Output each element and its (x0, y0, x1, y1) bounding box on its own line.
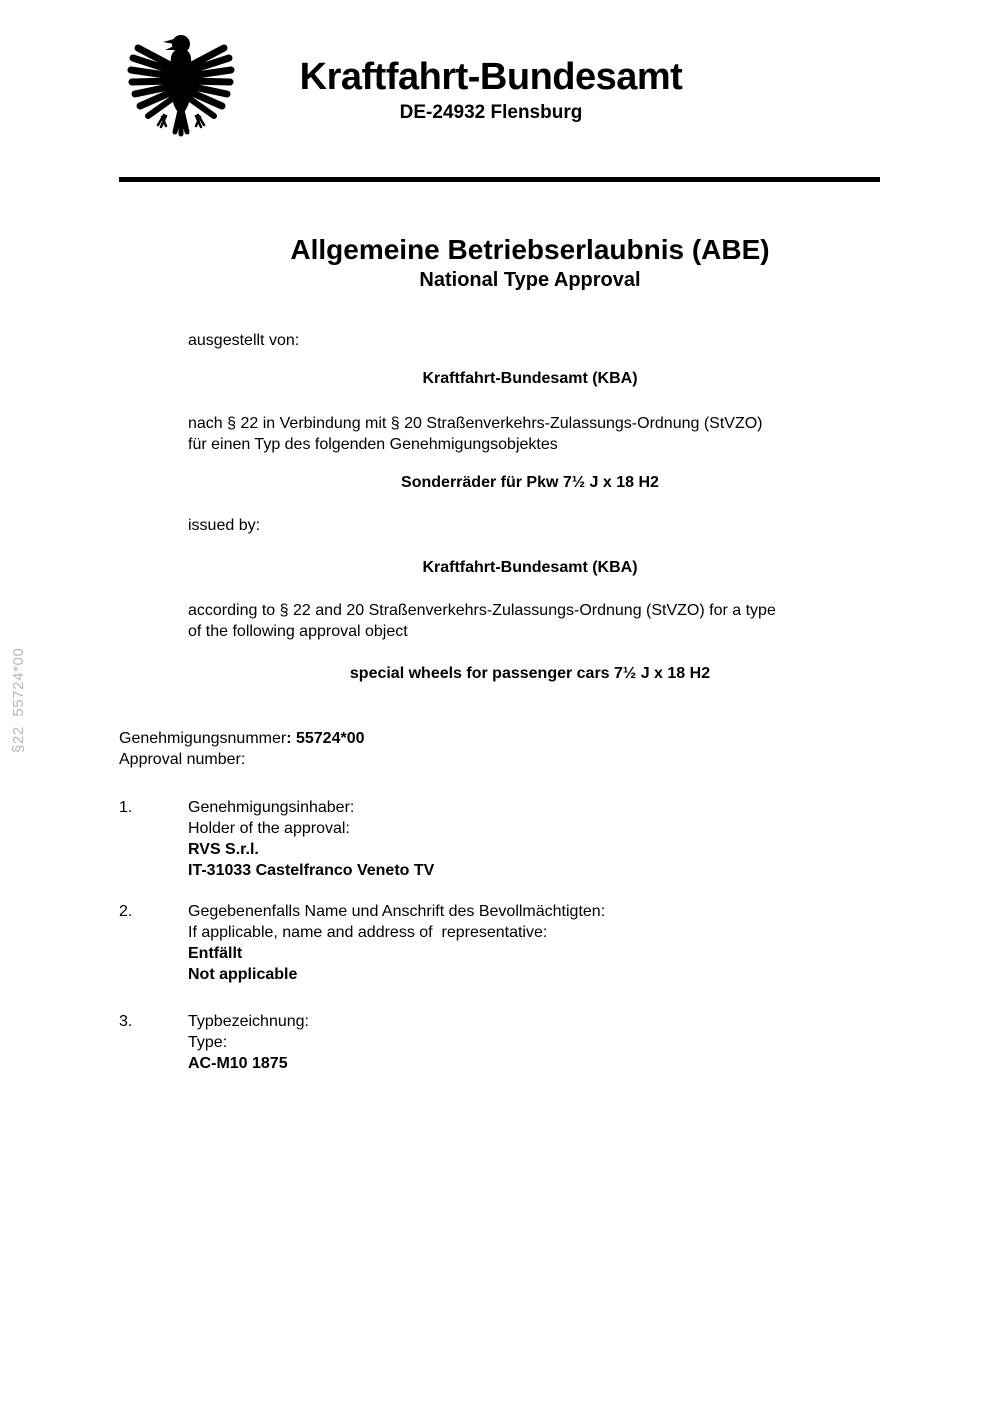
legal-basis-de (188, 413, 872, 455)
item-2-number: 2. (119, 903, 133, 920)
issued-by-label-en: issued by: (188, 517, 261, 534)
item-1-line-4: IT-31033 Castelfranco Veneto TV (188, 862, 435, 879)
item-1-number: 1. (119, 799, 133, 816)
item-2-line-3: Entfällt (188, 945, 243, 962)
approval-number-block (119, 728, 879, 770)
item-3-line-1: Typbezeichnung: (188, 1013, 309, 1030)
item-2-line-2: If applicable, name and address of representative: (188, 924, 548, 941)
document-title (188, 233, 872, 293)
item-2 (119, 901, 879, 985)
item-2-line-1: Gegebenenfalls Name und Anschrift des Bevollmächtigten: (188, 903, 606, 920)
item-2-lines (188, 901, 605, 985)
issuer-de: Kraftfahrt-Bundesamt (KBA) (422, 370, 638, 387)
letterhead (275, 55, 707, 125)
approval-object-en: special wheels for passenger cars 7½ J x 18 H2 (349, 665, 711, 682)
item-1 (119, 797, 879, 881)
legal-basis-en-line1: according to § 22 and 20 Straßenverkehrs-Zulassungs-Ordnung (StVZO) for a type (188, 602, 776, 619)
agency-location: DE-24932 Flensburg (399, 102, 583, 123)
item-1-line-1: Genehmigungsinhaber: (188, 799, 355, 816)
item-1-line-2: Holder of the approval: (188, 820, 350, 837)
approval-number-line-de (119, 728, 879, 749)
issuer-en: Kraftfahrt-Bundesamt (KBA) (422, 559, 638, 576)
approval-number-label-de: Genehmigungsnummer (119, 730, 287, 747)
legal-basis-en-line2: of the following approval object (188, 623, 408, 640)
document-title-de: Allgemeine Betriebserlaubnis (ABE) (290, 234, 770, 265)
agency-name: Kraftfahrt-Bundesamt (299, 56, 683, 98)
item-3-line-2: Type: (188, 1034, 228, 1051)
federal-eagle-icon (126, 31, 236, 143)
item-2-line-4: Not applicable (188, 966, 298, 983)
legal-basis-en (188, 600, 872, 642)
approval-number-value: : 55724*00 (286, 730, 365, 747)
item-1-lines (188, 797, 434, 881)
document-title-en: National Type Approval (419, 269, 641, 291)
item-3 (119, 1011, 879, 1074)
legal-basis-de-line1: nach § 22 in Verbindung mit § 20 Straßenverkehrs-Zulassungs-Ordnung (StVZO) (188, 415, 763, 432)
margin-reference-text: §22 55724*00 (10, 647, 27, 753)
item-3-lines (188, 1011, 309, 1074)
approval-object-de: Sonderräder für Pkw 7½ J x 18 H2 (401, 474, 659, 491)
issued-by-label-de: ausgestellt von: (188, 332, 300, 349)
item-1-line-3: RVS S.r.l. (188, 841, 259, 858)
item-3-line-3: AC-M10 1875 (188, 1055, 288, 1072)
legal-basis-de-line2: für einen Typ des folgenden Genehmigungsobjektes (188, 436, 558, 453)
approval-number-label-en: Approval number: (119, 751, 246, 768)
item-3-number: 3. (119, 1013, 133, 1030)
header-divider (119, 177, 880, 182)
